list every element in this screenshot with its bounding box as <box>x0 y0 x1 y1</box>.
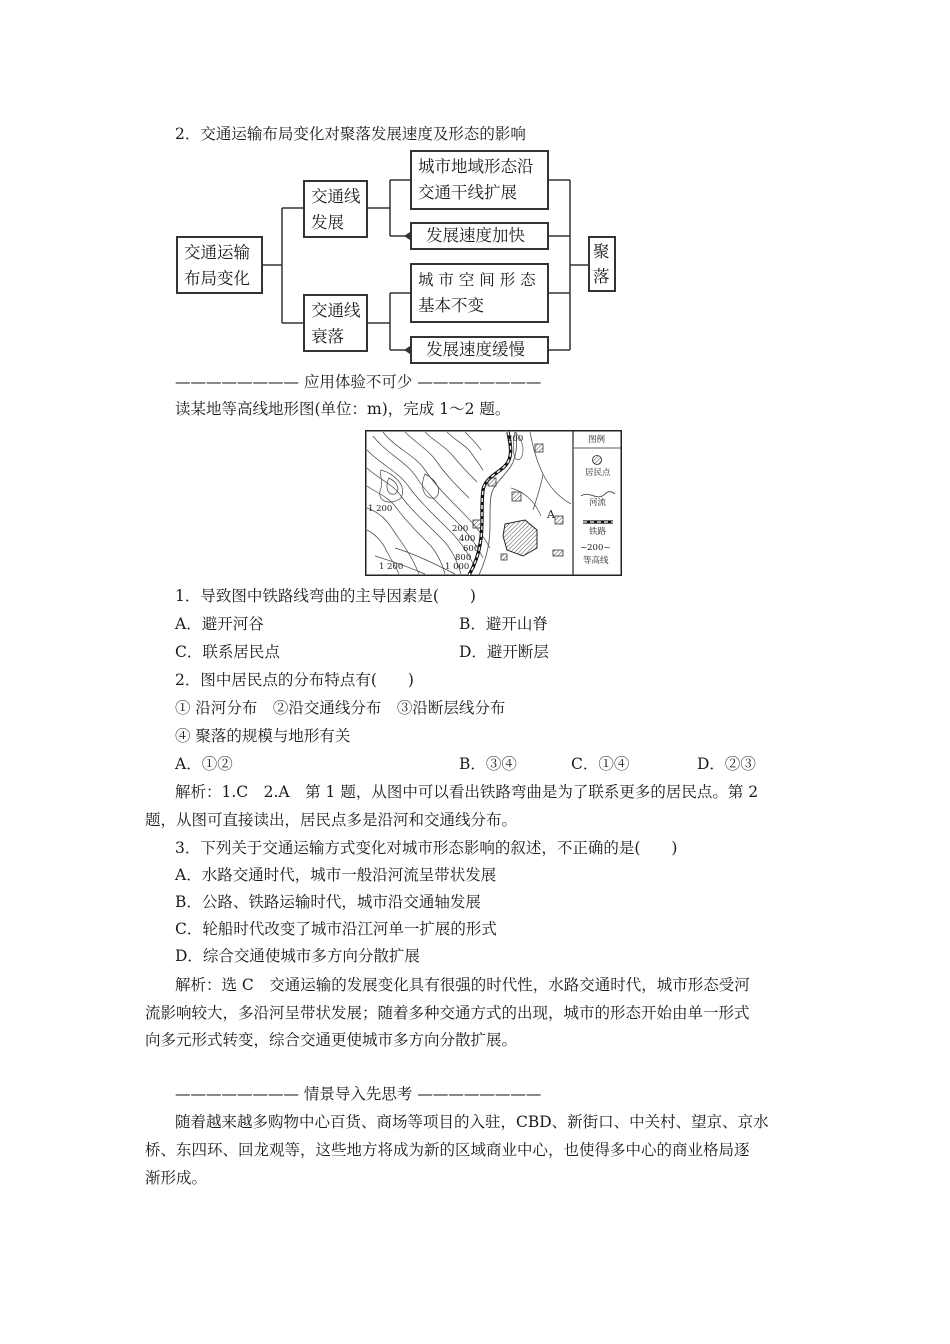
analysis-1-line1: 解析：1.C 2.A 第 1 题，从图中可以看出铁路弯曲是为了联系更多的居民点。第 2 <box>175 783 759 801</box>
legend-railway: 铁路 <box>589 527 607 537</box>
q1-stem: 1．导致图中铁路线弯曲的主导因素是( ) <box>175 587 476 605</box>
divider-practice: ———————— 应用体验不可少 ———————— <box>175 373 542 391</box>
node-root-line2: 布局变化 <box>184 269 250 288</box>
node-root-line1: 交通运输 <box>184 243 250 262</box>
node-dev-effect-speed-text: 发展速度加快 <box>426 226 525 245</box>
node-decl-effect-speed <box>410 336 549 364</box>
legend-river: 河流 <box>589 498 607 508</box>
label-contour-800: 800 <box>455 553 472 563</box>
analysis-3-line3: 向多元形式转变，综合交通更使城市多方向分散扩展。 <box>145 1031 518 1049</box>
q2-items: ① 沿河分布 ②沿交通线分布 ③沿断层线分布 <box>175 699 506 717</box>
node-decl-effect-form-line2: 基本不变 <box>418 296 484 315</box>
scene-line2: 桥、东四环、回龙观等，这些地方将成为新的区域商业中心，也使得多中心的商业格局逐 <box>145 1141 750 1159</box>
node-development-line2: 发展 <box>311 213 344 232</box>
label-contour-200-top: 200 <box>507 434 524 444</box>
legend-settlement: 居民点 <box>585 468 611 478</box>
node-dev-effect-form-line2: 交通干线扩展 <box>418 183 517 202</box>
label-contour-1200-left: 1 200 <box>368 504 393 514</box>
q2-option-d: D．②③ <box>697 755 756 773</box>
node-development <box>303 180 368 238</box>
q2-item4: ④ 聚落的规模与地形有关 <box>175 727 351 745</box>
node-development-line1: 交通线 <box>311 187 361 206</box>
node-decl-effect-form <box>410 263 549 323</box>
label-contour-400: 400 <box>459 534 476 544</box>
contour-map <box>365 430 622 576</box>
contour-map-graphic <box>365 430 622 576</box>
scene-line3: 渐形成。 <box>145 1169 208 1187</box>
legend-title: 图例 <box>588 435 606 445</box>
section-title: 2．交通运输布局变化对聚落发展速度及形态的影响 <box>175 125 526 143</box>
q3-option-d: D．综合交通使城市多方向分散扩展 <box>175 947 420 965</box>
legend-contour: 等高线 <box>583 556 609 566</box>
q1-option-c: C．联系居民点 <box>175 643 280 661</box>
node-dev-effect-speed <box>410 222 549 250</box>
analysis-1-line2: 题，从图可直接读出，居民点多是沿河和交通线分布。 <box>145 811 518 829</box>
q1-option-b: B．避开山脊 <box>459 615 548 633</box>
analysis-3-line1: 解析：选 C 交通运输的发展变化具有很强的时代性，水路交通时代，城市形态受河 <box>175 976 750 994</box>
scene-line1: 随着越来越多购物中心百货、商场等项目的入驻，CBD、新街口、中关村、望京、京水 <box>175 1113 769 1131</box>
point-a-label: A <box>547 508 555 521</box>
node-decl-effect-speed-text: 发展速度缓慢 <box>426 340 525 359</box>
q3-stem: 3．下列关于交通运输方式变化对城市形态影响的叙述，不正确的是( ) <box>175 839 678 857</box>
q3-option-a: A．水路交通时代，城市一般沿河流呈带状发展 <box>175 866 497 884</box>
node-dev-effect-form <box>410 150 549 210</box>
label-contour-200: 200 <box>452 524 469 534</box>
node-decline-line1: 交通线 <box>311 301 361 320</box>
node-result <box>588 236 616 292</box>
intro-text: 读某地等高线地形图(单位：m)，完成 1～2 题。 <box>175 400 511 418</box>
node-decline <box>303 294 368 352</box>
q1-option-d: D．避开断层 <box>459 643 549 661</box>
node-result-line1: 聚 <box>593 242 610 261</box>
q3-option-b: B．公路、铁路运输时代，城市沿交通轴发展 <box>175 893 481 911</box>
q2-option-b: B．③④ <box>459 755 517 773</box>
q2-option-c: C．①④ <box>571 755 630 773</box>
node-result-line2: 落 <box>593 267 610 286</box>
label-contour-1000: 1 000 <box>445 562 470 572</box>
q2-stem: 2．图中居民点的分布特点有( ) <box>175 671 414 689</box>
node-decline-line2: 衰落 <box>311 327 344 346</box>
label-contour-600: 600 <box>463 544 480 554</box>
q2-option-a: A．①② <box>175 755 233 773</box>
legend-contour-value: ~200~ <box>580 543 611 553</box>
q3-option-c: C．轮船时代改变了城市沿江河单一扩展的形式 <box>175 920 497 938</box>
label-contour-1200-bottom: 1 200 <box>379 562 404 572</box>
q1-option-a: A．避开河谷 <box>175 615 264 633</box>
node-decl-effect-form-line1: 城 市 空 间 形 态 <box>418 271 536 289</box>
node-dev-effect-form-line1: 城市地域形态沿 <box>418 157 534 176</box>
divider-scene: ———————— 情景导入先思考 ———————— <box>175 1085 542 1103</box>
analysis-3-line2: 流影响较大，多沿河呈带状发展；随着多种交通方式的出现，城市的形态开始由单一形式 <box>145 1004 750 1022</box>
node-root <box>176 236 263 294</box>
